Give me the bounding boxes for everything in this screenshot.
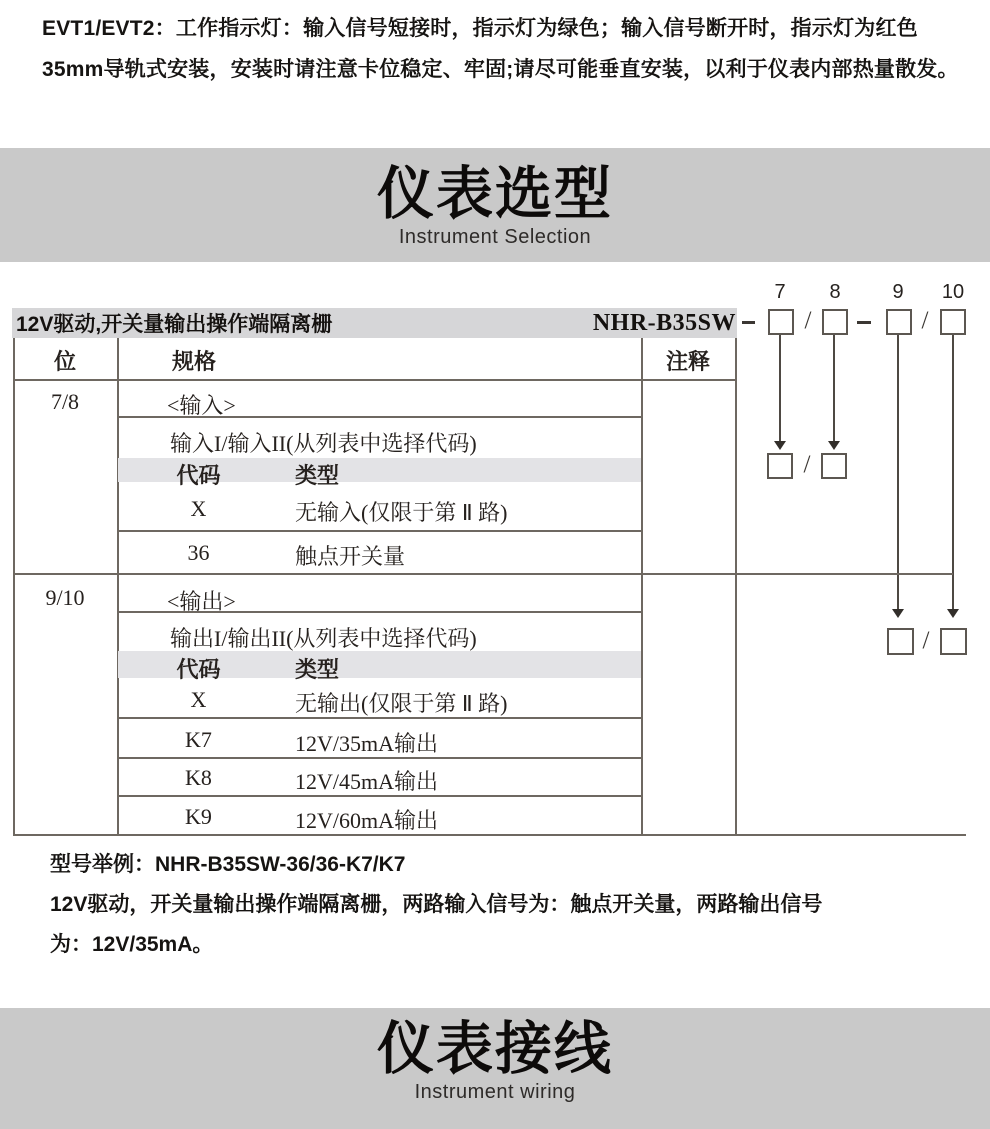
- code-cell: K8: [185, 765, 212, 790]
- code-cell: K9: [185, 804, 212, 829]
- type-header: 类型: [295, 657, 340, 682]
- col-header-position: 位: [53, 349, 76, 374]
- arrow-down-icon: [828, 441, 840, 450]
- output-code-box-1: [887, 628, 914, 655]
- section-banner-selection: [0, 148, 990, 262]
- arrow-line: [833, 335, 835, 441]
- model-prefix: NHR-B35SW: [592, 309, 736, 336]
- input-code-box-2: [821, 453, 847, 479]
- code-box-digit10: [940, 309, 966, 335]
- output-code-box-2: [940, 628, 967, 655]
- slash-separator: /: [922, 627, 930, 654]
- arrow-line: [952, 335, 954, 609]
- dash-separator-icon: [742, 321, 755, 324]
- digit-label-8: 8: [829, 281, 841, 303]
- section-title: 仪表接线: [377, 1017, 613, 1081]
- col-header-spec: 规格: [172, 349, 217, 374]
- table-section-divider: [13, 573, 953, 575]
- section-banner-wiring: [0, 1008, 990, 1129]
- example-line-2: 12V驱动，开关量输出操作端隔离栅，两路输入信号为：触点开关量，两路输出信号: [50, 893, 823, 916]
- type-cell: 12V/60mA输出: [295, 808, 439, 833]
- table-col-divider-note: [641, 338, 643, 835]
- position-cell: 7/8: [50, 389, 80, 414]
- arrow-down-icon: [774, 441, 786, 450]
- table-header-divider: [13, 379, 737, 381]
- arrow-line: [897, 335, 899, 609]
- intro-paragraph: [42, 8, 962, 90]
- section-subtitle: Instrument Selection: [398, 225, 592, 248]
- group-label: <输出>: [167, 589, 236, 614]
- intro-line-2: 35mm导轨式安装，安装时请注意卡位稳定、牢固;请尽可能垂直安装，以利于仪表内部热量散发。: [42, 58, 959, 81]
- digit-label-10: 10: [941, 281, 965, 303]
- type-header: 类型: [295, 463, 340, 488]
- code-header: 代码: [176, 657, 221, 682]
- type-cell: 触点开关量: [295, 544, 406, 569]
- table-border-right: [735, 338, 737, 835]
- product-title-bar: [12, 308, 737, 338]
- model-example-paragraph: [50, 845, 950, 965]
- arrow-down-icon: [892, 609, 904, 618]
- slash-separator: /: [921, 307, 929, 334]
- type-cell: 无输入(仅限于第 Ⅱ 路): [295, 500, 508, 525]
- code-box-digit7: [768, 309, 794, 335]
- col-header-note: 注释: [665, 349, 710, 374]
- table-row-divider: [117, 530, 641, 532]
- position-cell: 9/10: [45, 585, 85, 610]
- type-cell: 12V/45mA输出: [295, 769, 439, 794]
- table-col-divider-position: [117, 338, 119, 835]
- section-title: 仪表选型: [377, 161, 613, 226]
- code-cell: 36: [187, 540, 210, 565]
- slash-separator: /: [804, 307, 812, 334]
- group-desc: 输出I/输出II(从列表中选择代码): [170, 626, 477, 651]
- slash-separator: /: [803, 451, 811, 478]
- group-desc: 输入I/输入II(从列表中选择代码): [170, 431, 477, 456]
- input-code-box-1: [767, 453, 793, 479]
- intro-line-1: EVT1/EVT2：工作指示灯：输入信号短接时，指示灯为绿色；输入信号断开时，指示灯为红色: [42, 17, 918, 40]
- code-box-digit9: [886, 309, 912, 335]
- digit-label-9: 9: [892, 281, 904, 303]
- code-cell: X: [190, 687, 207, 712]
- code-cell: K7: [185, 727, 212, 752]
- example-line-1: 型号举例：NHR-B35SW-36/36-K7/K7: [50, 853, 406, 876]
- type-cell: 无输出(仅限于第 Ⅱ 路): [295, 691, 508, 716]
- arrow-down-icon: [947, 609, 959, 618]
- digit-label-7: 7: [774, 281, 786, 303]
- code-header: 代码: [176, 463, 221, 488]
- product-title: 12V驱动,开关量输出操作端隔离栅: [16, 313, 333, 336]
- arrow-line: [779, 335, 781, 441]
- code-box-digit8: [822, 309, 848, 335]
- section-subtitle: Instrument wiring: [414, 1081, 576, 1103]
- code-cell: X: [190, 496, 207, 521]
- example-line-3: 为：12V/35mA。: [50, 933, 214, 956]
- dash-separator-icon: [857, 321, 871, 324]
- type-cell: 12V/35mA输出: [295, 731, 439, 756]
- table-border-bottom: [13, 834, 966, 836]
- group-label: <输入>: [167, 393, 236, 418]
